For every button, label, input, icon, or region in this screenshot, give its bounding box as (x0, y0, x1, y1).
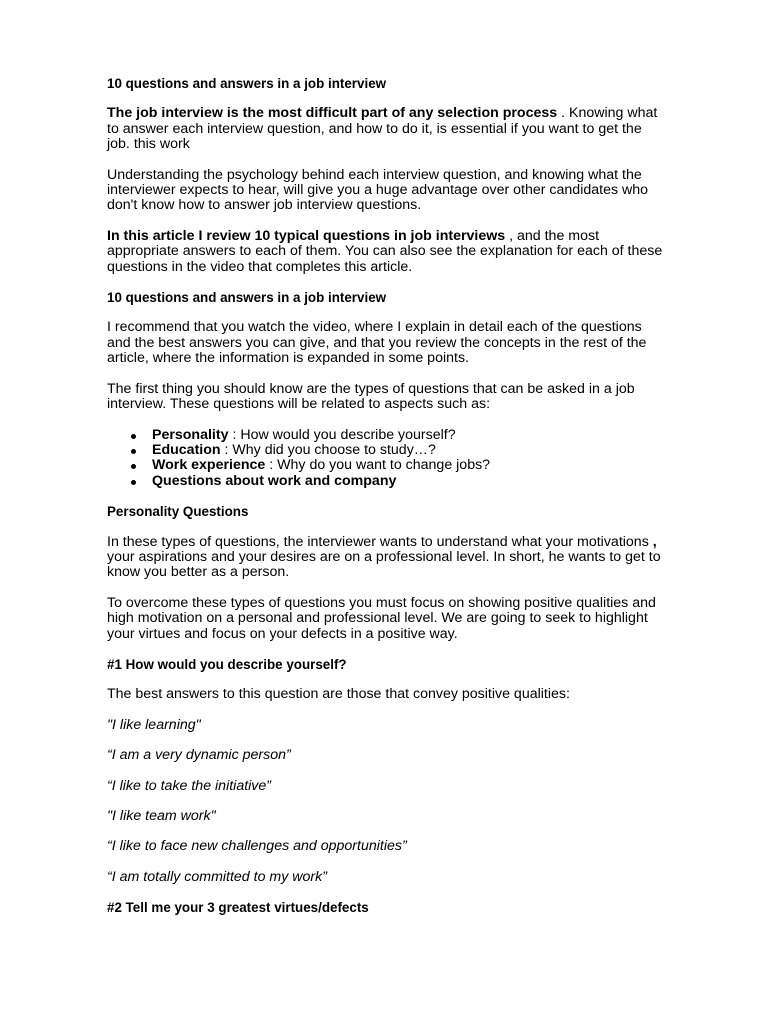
list-item (152, 428, 668, 443)
types-paragraph: The first thing you should know are the types of questions that can be asked in a job interview. These questions will be related to aspects such as: (107, 380, 635, 413)
psychology-paragraph: Understanding the psychology behind each interview question, and knowing what the interviewer expects to hear, will give you a huge advantage over other candidates who don't know how to answer job interview questions. (107, 166, 649, 214)
answer-quote: “I am a very dynamic person” (107, 747, 291, 764)
list-item-text: : How would you describe yourself? (228, 426, 456, 443)
intro-paragraph (107, 106, 668, 152)
question-2-heading: #2 Tell me your 3 greatest virtues/defects (107, 900, 369, 916)
list-item-bold: Questions about work and company (152, 472, 397, 489)
list-item-bold: Education (152, 441, 221, 458)
personality-heading: Personality Questions (107, 504, 249, 520)
interviewer-comma: , (648, 533, 657, 550)
intro-text: . Knowing what to answer each interview question, and how to do it, is essential if you want to get the job. this work (107, 105, 658, 153)
article-bold: In this article I review 10 typical questions in job interviews (107, 227, 506, 244)
intro-bold: The job interview is the most difficult part of any selection process (107, 105, 558, 122)
list-item (152, 474, 668, 489)
answer-quote: “I am totally committed to my work” (107, 868, 327, 885)
interviewer-text-a: In these types of questions, the interviewer wants to understand what your motivations (107, 533, 649, 550)
article-text: , and the most appropriate answers to each of them. You can also see the explanation for each of these questions in the video that completes this article. (107, 227, 663, 275)
document-title: 10 questions and answers in a job interview (107, 76, 387, 91)
list-item (152, 458, 668, 473)
list-item-text: : Why do you want to change jobs? (265, 457, 491, 474)
answer-quote: “I like to take the initiative” (107, 777, 272, 794)
list-item-bold: Work experience (152, 457, 266, 474)
question-1-heading: #1 How would you describe yourself? (107, 656, 347, 672)
answer-quote: "I like team work" (107, 808, 216, 824)
video-paragraph: I recommend that you watch the video, where I explain in detail each of the questions and the best answers you can give, and that you review the concepts in the rest of the article, where the information is expanded in some points. (107, 319, 647, 367)
answer-quote: “I like to face new challenges and opportunities” (107, 838, 407, 855)
question-types-list (107, 428, 668, 490)
answer-quote: "I like learning" (107, 716, 201, 733)
interviewer-text-c: your aspirations and your desires are on a professional level. In short, he wants to get to know you better as a person. (107, 548, 661, 581)
section-subtitle: 10 questions and answers in a job interview (107, 290, 387, 306)
interviewer-paragraph (107, 535, 668, 581)
best-answers-paragraph: The best answers to this question are those that convey positive qualities: (107, 686, 570, 703)
list-item (152, 443, 668, 458)
article-paragraph (107, 229, 668, 275)
list-item-bold: Personality (152, 426, 229, 443)
overcome-paragraph: To overcome these types of questions you must focus on showing positive qualities and high motivation on a personal and professional level. We are going to seek to highlight your virtues and focus on your defects in a positive way. (107, 594, 656, 642)
list-item-text: : Why did you choose to study…? (220, 441, 436, 458)
